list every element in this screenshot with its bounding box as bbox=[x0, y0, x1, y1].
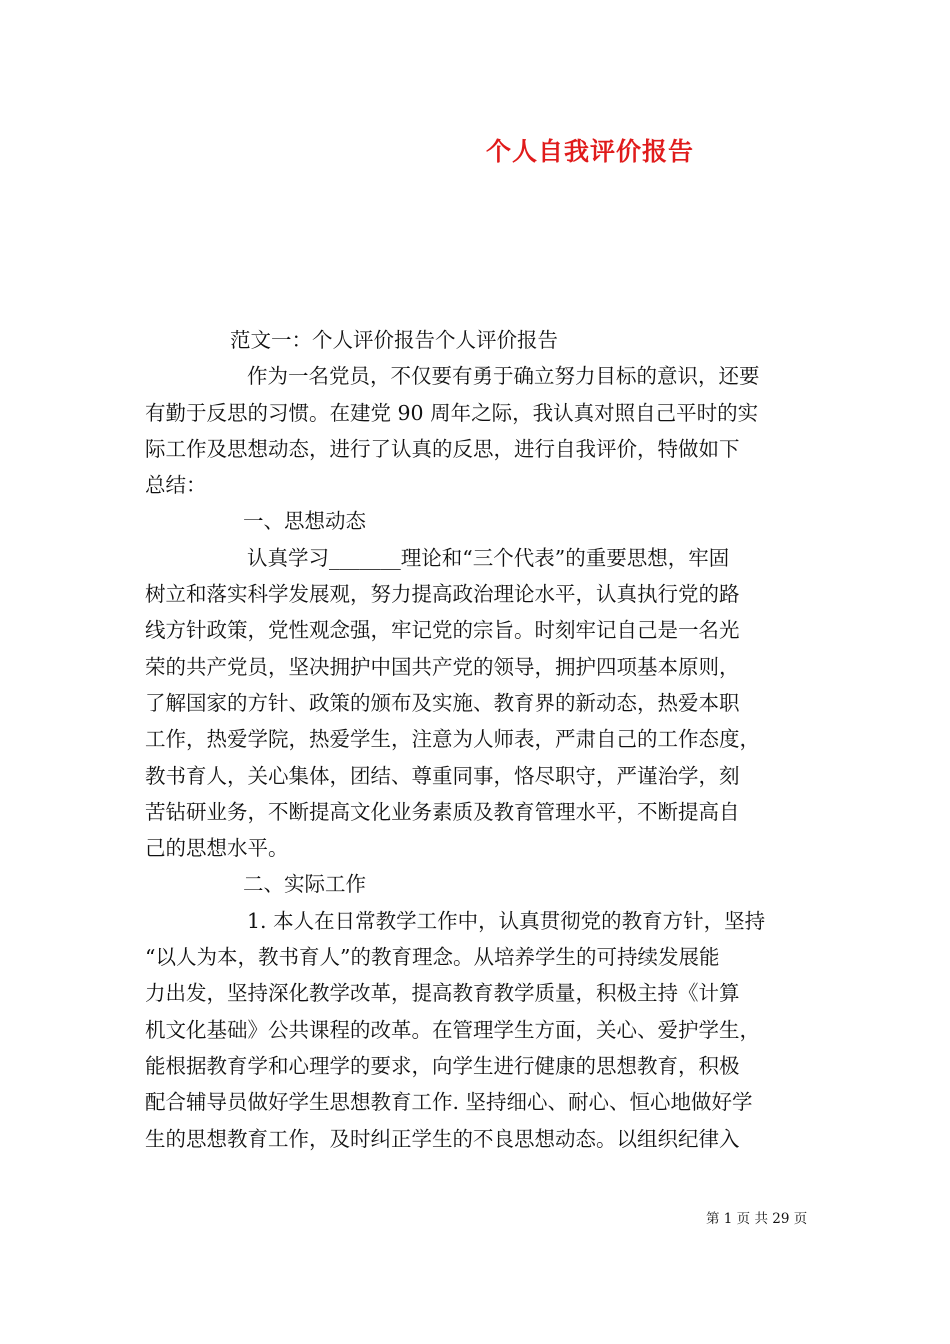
text-line: 教书育人，关心集体，团结、尊重同事，恪尽职守，严谨治学，刻 bbox=[145, 763, 740, 788]
section-heading-work: 二、实际工作 bbox=[243, 872, 366, 897]
page-footer: 第 1 页 共 29 页 bbox=[706, 1211, 808, 1227]
text-line: 际工作及思想动态，进行了认真的反思，进行自我评价，特做如下 bbox=[145, 436, 740, 461]
text-line: 己的思想水平。 bbox=[145, 836, 289, 861]
paragraph-intro bbox=[145, 358, 810, 503]
text-line: 线方针政策，党性观念强，牢记党的宗旨。时刻牢记自己是一名光 bbox=[145, 618, 740, 643]
text-line: 总结： bbox=[145, 473, 207, 498]
text-line: 苦钻研业务，不断提高文化业务素质及教育管理水平，不断提高自 bbox=[145, 799, 740, 824]
text-line: 配合辅导员做好学生思想教育工作. 坚持细心、耐心、恒心地做好学 bbox=[145, 1090, 753, 1115]
document-title: 个人自我评价报告 bbox=[485, 137, 694, 166]
text-line: 树立和落实科学发展观，努力提高政治理论水平，认真执行党的路 bbox=[145, 582, 740, 607]
text-line: 生的思想教育工作，及时纠正学生的不良思想动态。以组织纪律入 bbox=[145, 1126, 740, 1151]
text-line: 有勤于反思的习惯。在建党 90 周年之际，我认真对照自己平时的实 bbox=[145, 400, 759, 425]
text-line: 机文化基础》公共课程的改革。在管理学生方面，关心、爱护学生， bbox=[145, 1017, 760, 1042]
text-line: 力出发，坚持深化教学改革，提高教育教学质量，积极主持《计算 bbox=[145, 981, 740, 1006]
text-line: 了解国家的方针、政策的颁布及实施、教育界的新动态，热爱本职 bbox=[145, 690, 740, 715]
text-line: “以人为本，教书育人”的教育理念。从培养学生的可持续发展能 bbox=[145, 945, 720, 970]
document-body bbox=[145, 322, 810, 1157]
text-line: 荣的共产党员，坚决拥护中国共产党的领导，拥护四项基本原则， bbox=[145, 654, 740, 679]
paragraph-thought bbox=[145, 540, 810, 867]
text-line: 认真学习_______理论和“三个代表”的重要思想，牢固 bbox=[247, 545, 730, 570]
section-heading-thought: 一、思想动态 bbox=[243, 509, 366, 534]
text-line: 1. 本人在日常教学工作中，认真贯彻党的教育方针，坚持 bbox=[247, 908, 766, 933]
document-subtitle: 范文一：个人评价报告个人评价报告 bbox=[230, 328, 558, 352]
paragraph-work bbox=[145, 903, 810, 1157]
text-line: 能根据教育学和心理学的要求，向学生进行健康的思想教育，积极 bbox=[145, 1053, 740, 1078]
text-line: 工作，热爱学院，热爱学生，注意为人师表，严肃自己的工作态度， bbox=[145, 727, 760, 752]
text-line: 作为一名党员，不仅要有勇于确立努力目标的意识，还要 bbox=[247, 364, 760, 389]
